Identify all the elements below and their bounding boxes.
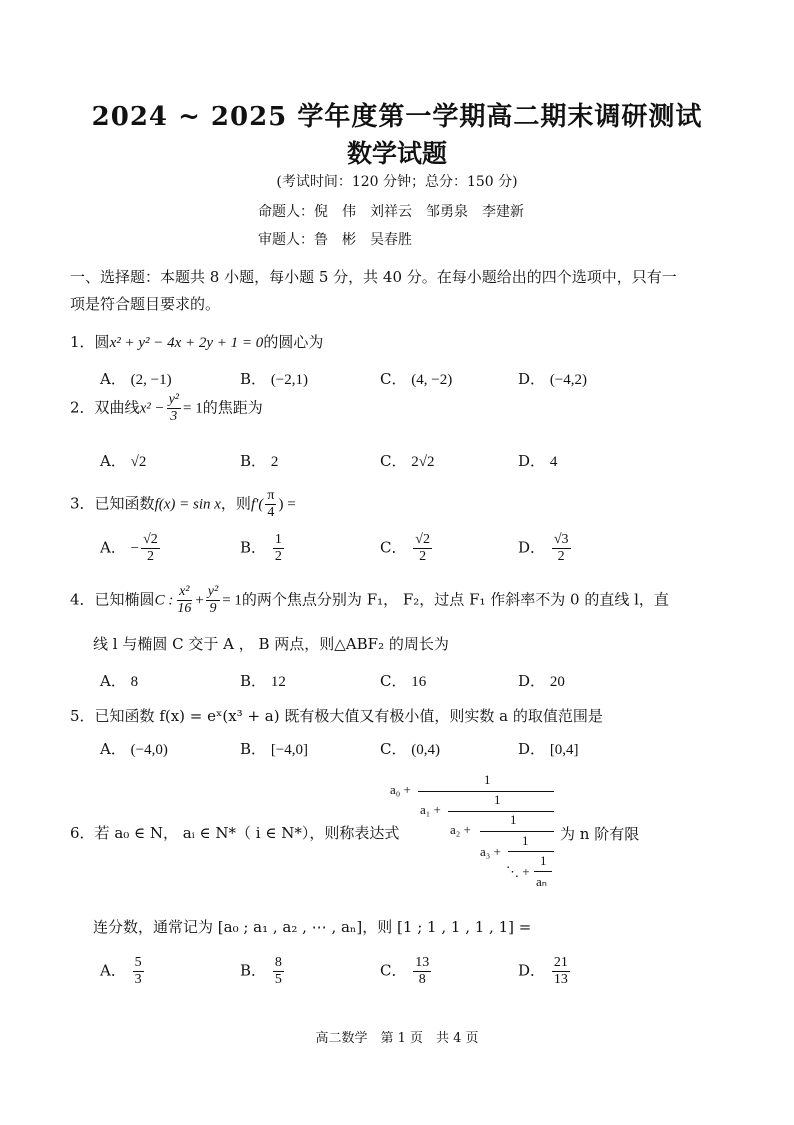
option-a: A． (2, −1)	[100, 370, 172, 388]
question-3: 3．已知函数f(x) = sin x，则f′( $\frac{\pi}{4}$ ) =	[70, 488, 296, 520]
option-d: D． $\frac{√3}{2}$	[518, 532, 569, 564]
reviewers: 审题人：鲁 彬 吴春胜	[258, 232, 412, 248]
section-heading-line2: 项是符合题目要求的。	[70, 295, 221, 313]
option-c: C． $\frac{√2}{2}$	[380, 532, 430, 564]
question-5: 5．已知函数 f(x) = eˣ(x³ + a) 既有极大值又有极小值，则实数 a 的取值范围是	[70, 707, 603, 725]
question-6-line2: 连分数，通常记为 [a₀ ; a₁ , a₂ , ⋯ , aₙ]，则 [1 ; 1 , 1 , 1 , 1] =	[93, 918, 532, 936]
exam-info: (考试时间：120 分钟；总分：150 分)	[276, 174, 518, 190]
option-a: A． 8	[100, 672, 139, 690]
page-footer: 高二数学 第 1 页 共 4 页	[315, 1031, 479, 1046]
fraction: $\frac{\text{y²}}{3}$	[168, 392, 180, 424]
option-c: C． (4, −2)	[380, 370, 453, 388]
question-number: 1．	[70, 333, 95, 351]
option-c: C． 16	[380, 672, 427, 690]
option-d: D． 4	[518, 452, 558, 470]
question-4-line2: 线 l 与椭圆 C 交于 A ， B 两点，则△ABF₂ 的周长为	[93, 635, 449, 653]
option-b: B． 12	[240, 672, 286, 690]
question-setters: 命题人：倪 伟 刘祥云 邹勇泉 李建新	[258, 204, 524, 220]
equation: x² + y² − 4x + 2y + 1 = 0	[109, 335, 264, 351]
option-b: B． [−4,0]	[240, 740, 309, 758]
option-b: B． (−2,1)	[240, 370, 309, 388]
option-b: B． 2	[240, 452, 279, 470]
exam-subtitle: 数学试题	[346, 139, 447, 168]
option-d: D． $\frac{21}{13}$	[518, 955, 568, 987]
option-d: D． [0,4]	[518, 740, 579, 758]
option-a: A． √2	[100, 452, 147, 470]
stem-text: 圆	[94, 333, 110, 351]
option-d: D． 20	[518, 672, 565, 690]
continued-fraction: a₀ + 1 a₁ + 1 a₂ + 1 a₃ + 1 ⋱ + 1 aₙ	[388, 772, 568, 894]
question-6-tail: 为 n 阶有限	[560, 825, 640, 843]
section-heading-line1: 一、选择题：本题共 8 小题，每小题 5 分，共 40 分。在每小题给出的四个选项中，只有一	[70, 268, 677, 286]
option-c: C． (0,4)	[380, 740, 441, 758]
option-b: B． $\frac{1}{2}$	[240, 532, 282, 564]
option-b: B． $\frac{8}{5}$	[240, 955, 282, 987]
option-c: C． 2√2	[380, 452, 435, 470]
question-2: 2．双曲线x² − $\frac{\text{y²}}{3}$ = 1的焦距为	[70, 392, 263, 424]
option-d: D． (−4,2)	[518, 370, 588, 388]
question-1	[70, 331, 323, 352]
option-a: A． $\frac{5}{3}$	[100, 955, 142, 987]
question-4: 4．已知椭圆C : $\frac{\text{x²}}{16}$ + $\frac{\text{y²}}{9}$ = 1的两个焦点分别为 F₁， F₂，过点 F₁ 作斜率不为 0 的直线 l，直	[70, 584, 669, 616]
option-a: A． (−4,0)	[100, 740, 168, 758]
exam-title: 2024 ~ 2025 学年度第一学期高二期末调研测试	[91, 102, 703, 132]
stem-text: 的圆心为	[263, 333, 324, 351]
option-a: A． − $\frac{√2}{2}$	[100, 532, 158, 564]
option-c: C． $\frac{13}{8}$	[380, 955, 430, 987]
question-6: 6．若 a₀ ∈ N， aᵢ ∈ N*（ i ∈ N*），则称表达式	[70, 824, 400, 842]
fraction: $\frac{\pi}{4}$	[267, 488, 275, 520]
